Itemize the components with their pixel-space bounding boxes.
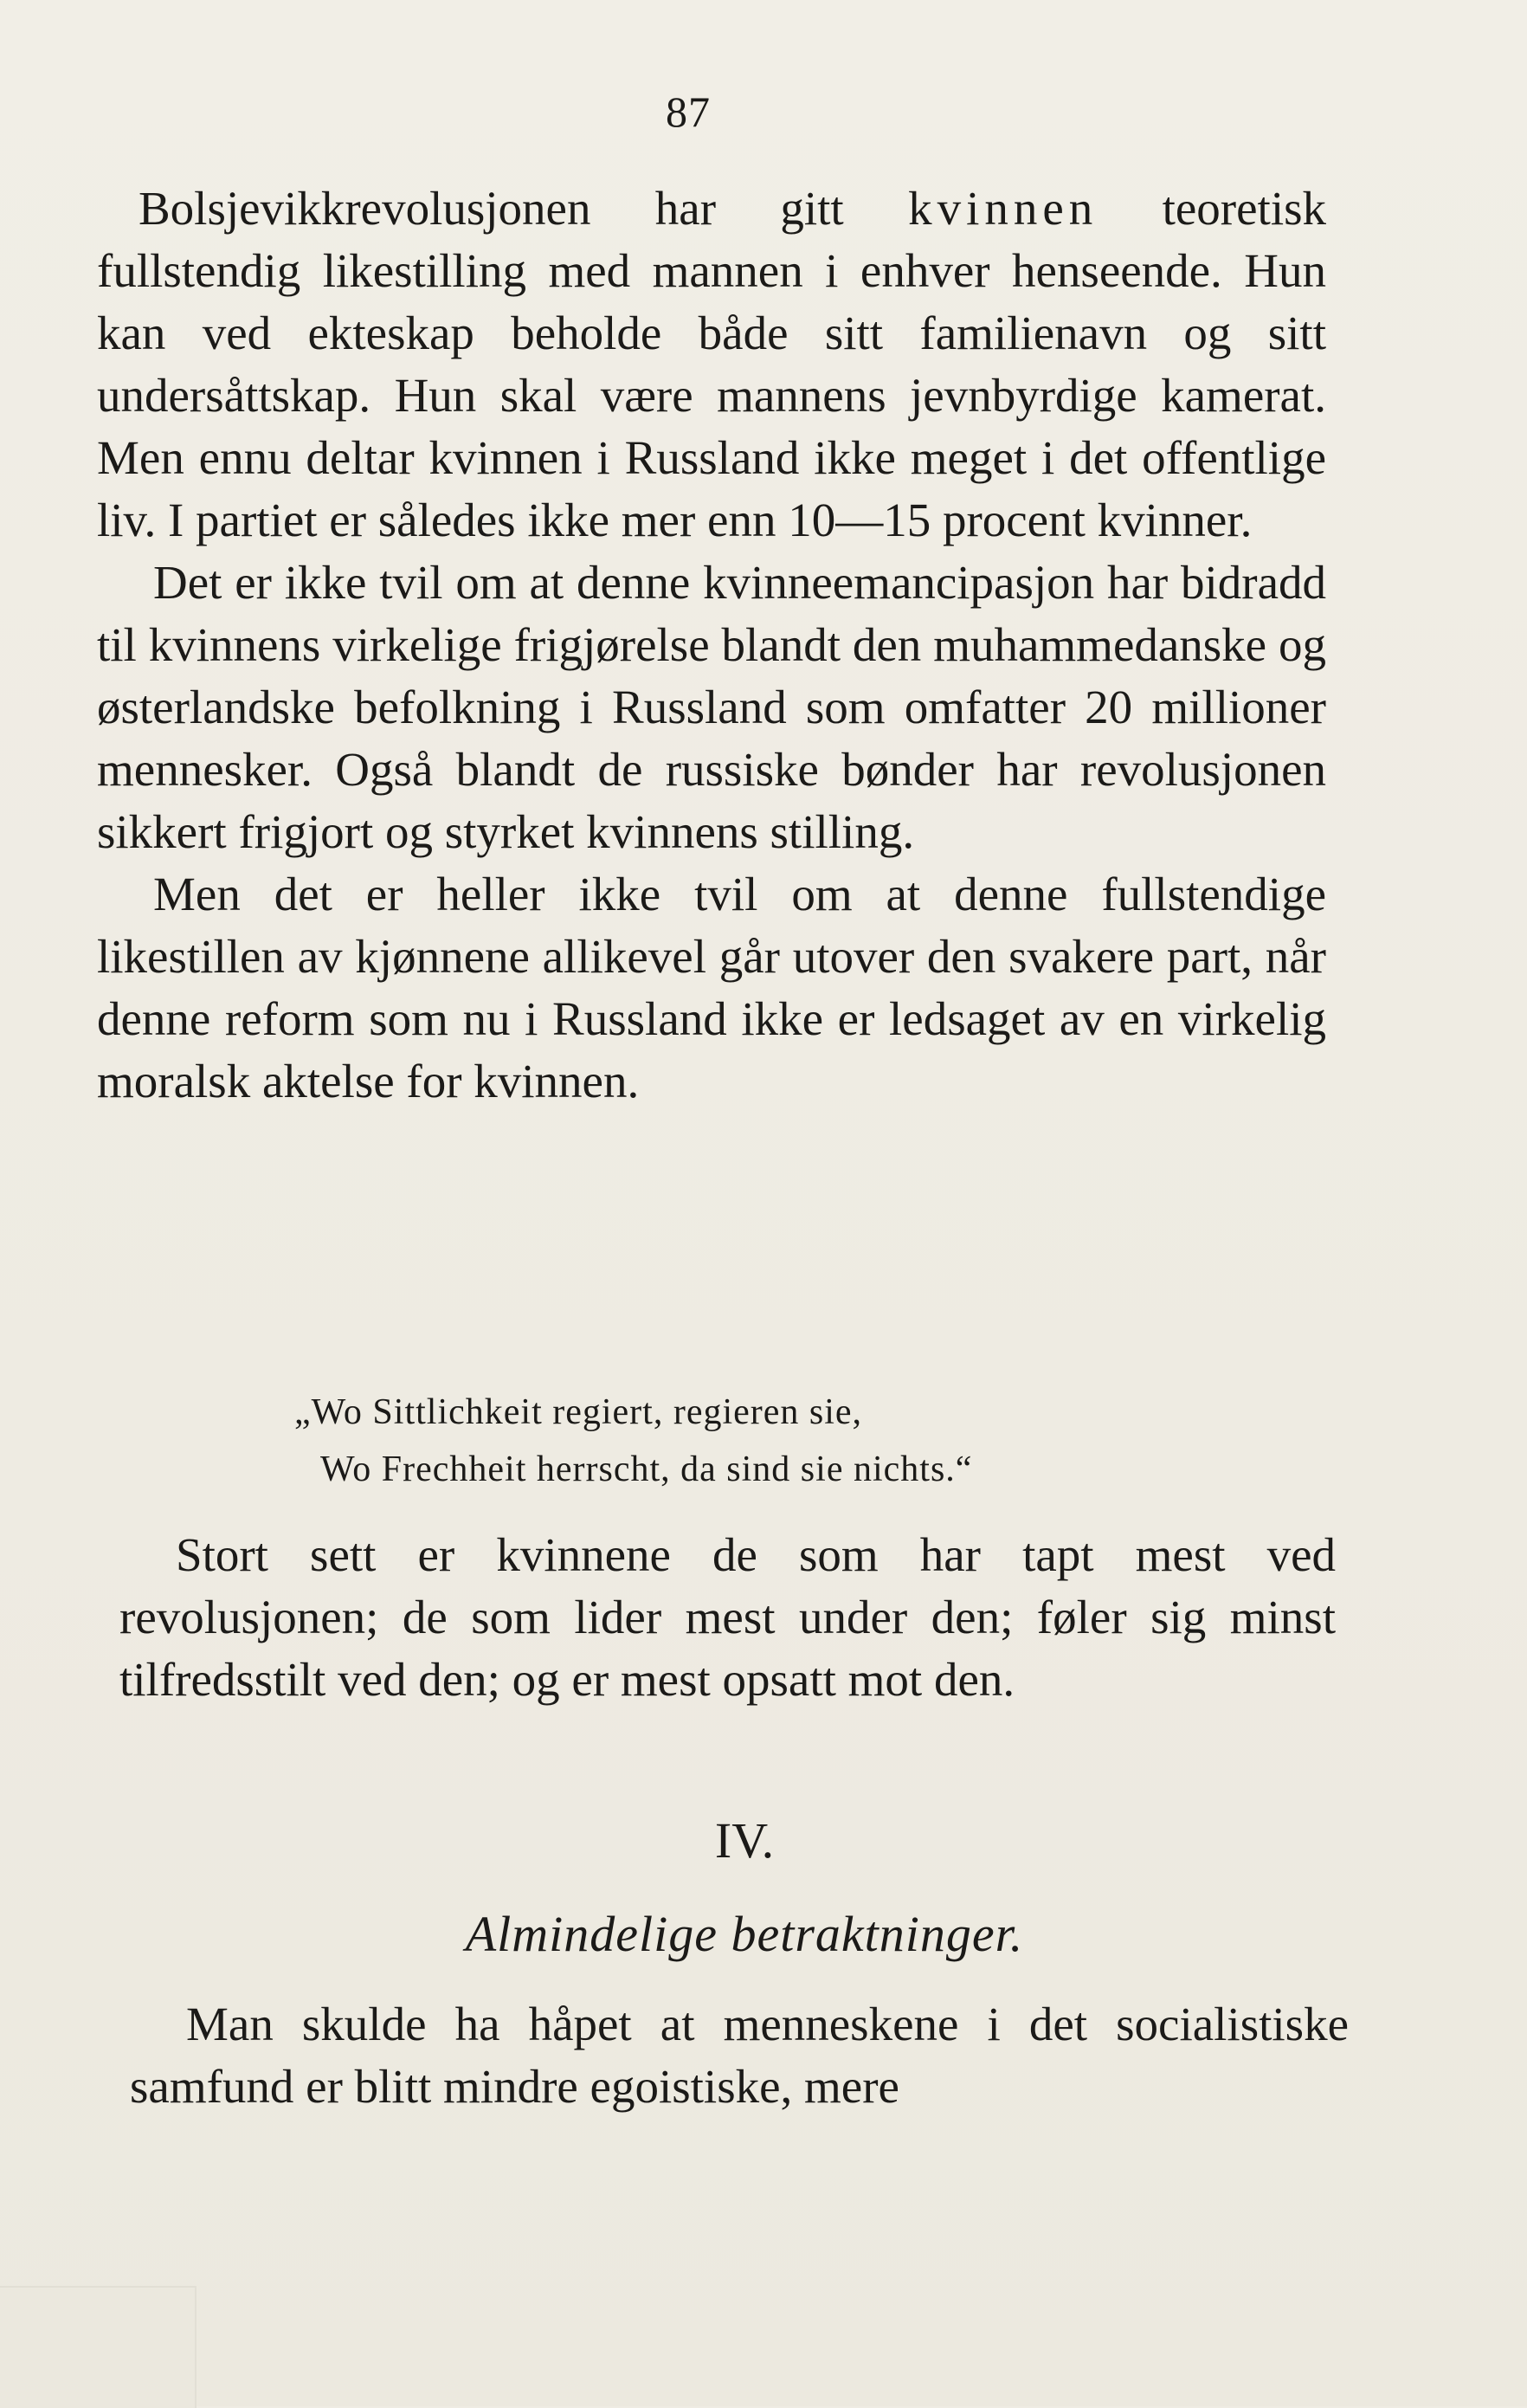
paragraph-1-rest: teoretisk fullstendig likestilling med mannen i enhver henseende. Hun kan ved ekteskap beholde både sitt familienavn og sitt undersåttskap. Hun skal være mannens jevnbyrdige kamerat. Men ennu deltar kvinnen i Russland ikke meget i det offentlige liv. I partiet er således ikke mer enn 10—15 procent kvinner. [97, 182, 1326, 546]
paragraph-5: Man skulde ha håpet at menneskene i det socialistiske samfund er blitt mindre egoistiske, mere [130, 1998, 1349, 2113]
paragraph-1 [97, 178, 1326, 552]
page-number: 87 [666, 87, 711, 136]
section-title: Almindelige betraktninger. [465, 1906, 1024, 1962]
block-quote [294, 1384, 972, 1498]
quote-line-1: „Wo Sittlichkeit regiert, regieren sie, [294, 1392, 863, 1432]
paragraph-4: Stort sett er kvinnene de som har tapt mest ved revolusjonen; de som lider mest under den; føler sig minst tilfredsstilt ved den; og er mest opsatt mot den. [119, 1528, 1336, 1706]
section-text-block [130, 1993, 1349, 2118]
paragraph-1-start: Bolsjevikkrevolusjonen har gitt [139, 182, 909, 235]
paragraph-2: Det er ikke tvil om at denne kvinneemancipasjon har bidradd til kvinnens virkelige frigjørelse blandt den muhammedanske og østerlandske befolkning i Russland som omfatter 20 millioner mennesker. Også blandt de russiske bønder har revolusjonen sikkert frigjort og styrket kvinnens stilling. [97, 556, 1326, 858]
quote-line-2: Wo Frechheit herrscht, da sind sie nichts.“ [320, 1449, 973, 1489]
scan-corner-mark [0, 2286, 197, 2408]
main-text-block [97, 178, 1326, 1113]
emphasized-word: kvinnen [908, 182, 1099, 235]
paragraph-3: Men det er heller ikke tvil om at denne fullstendige likestillen av kjønnene allikevel går utover den svakere part, når denne reform som nu i Russland ikke er ledsaget av en virkelig moralsk aktelse for kvinnen. [97, 868, 1326, 1107]
after-quote-text-block [119, 1524, 1336, 1711]
section-number: IV. [714, 1812, 775, 1869]
